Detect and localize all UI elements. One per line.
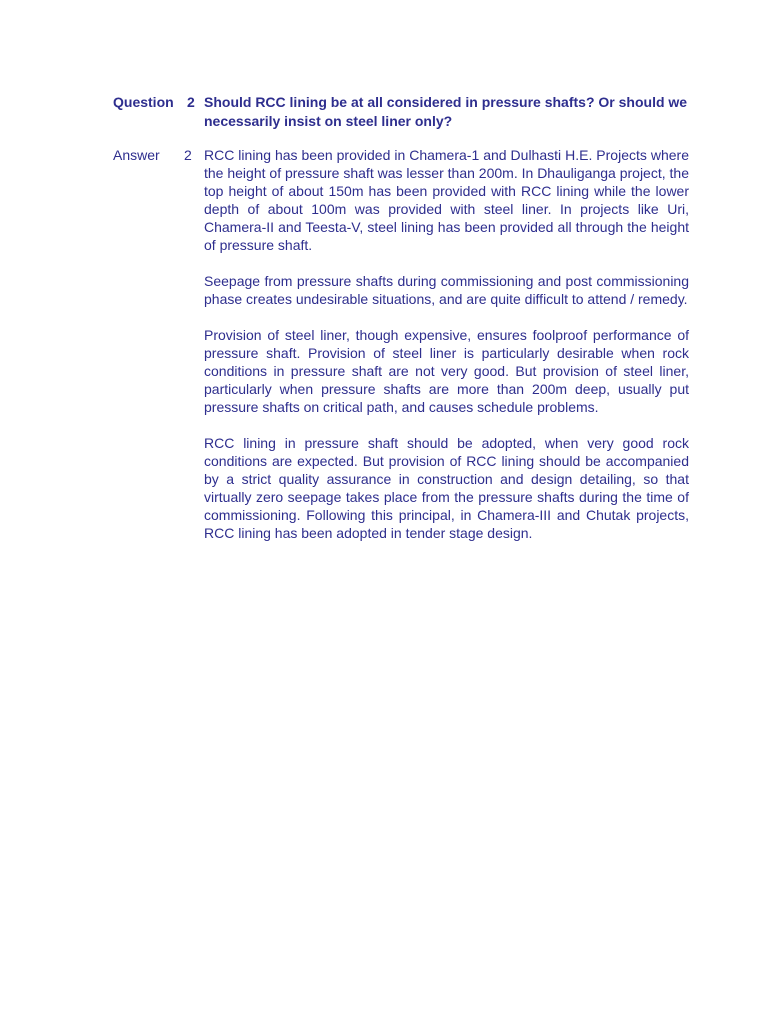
answer-paragraph-2: Seepage from pressure shafts during commissioning and post commissioning phase creates undesirable situations, and are quite difficult to attend / remedy. [204,273,689,307]
answer-paragraph-4: RCC lining in pressure shaft should be adopted, when very good rock conditions are expected. But provision of RCC lining should be accompanied by a strict quality assurance in construction and design detailing, so that virtually zero seepage takes place from the pressure shafts during the time of commissioning. Following this principal, in Chamera-III and Chutak projects, RCC lining has been adopted in tender stage design. [204,435,689,541]
question-block [113,93,689,131]
answer-paragraph-3: Provision of steel liner, though expensive, ensures foolproof performance of pressure shaft. Provision of steel liner is particularly desirable when rock conditions in pressure shaft are not very good. But provision of steel liner, particularly when pressure shafts are more than 200m deep, usually put pressure shafts on critical path, and causes schedule problems. [204,327,689,415]
answer-label-text: Answer [113,147,160,163]
question-number: 2 [187,94,195,110]
answer-paragraph-1: RCC lining has been provided in Chamera-1 and Dulhasti H.E. Projects where the height of pressure shaft was lesser than 200m. In Dhauliganga project, the top height of about 150m has been provided with RCC lining while the lower depth of about 100m was provided with steel liner. In projects like Uri, Chamera-II and Teesta-V, steel lining has been provided all through the height of pressure shaft. [204,147,689,253]
answer-label [113,146,192,164]
question-label [113,93,195,111]
question-label-text: Question [113,94,174,110]
answer-number: 2 [184,147,192,163]
answer-block [113,146,689,542]
question-text: Should RCC lining be at all considered in pressure shafts? Or should we necessarily insist on steel liner only? [204,94,688,129]
answer-body [204,146,689,542]
